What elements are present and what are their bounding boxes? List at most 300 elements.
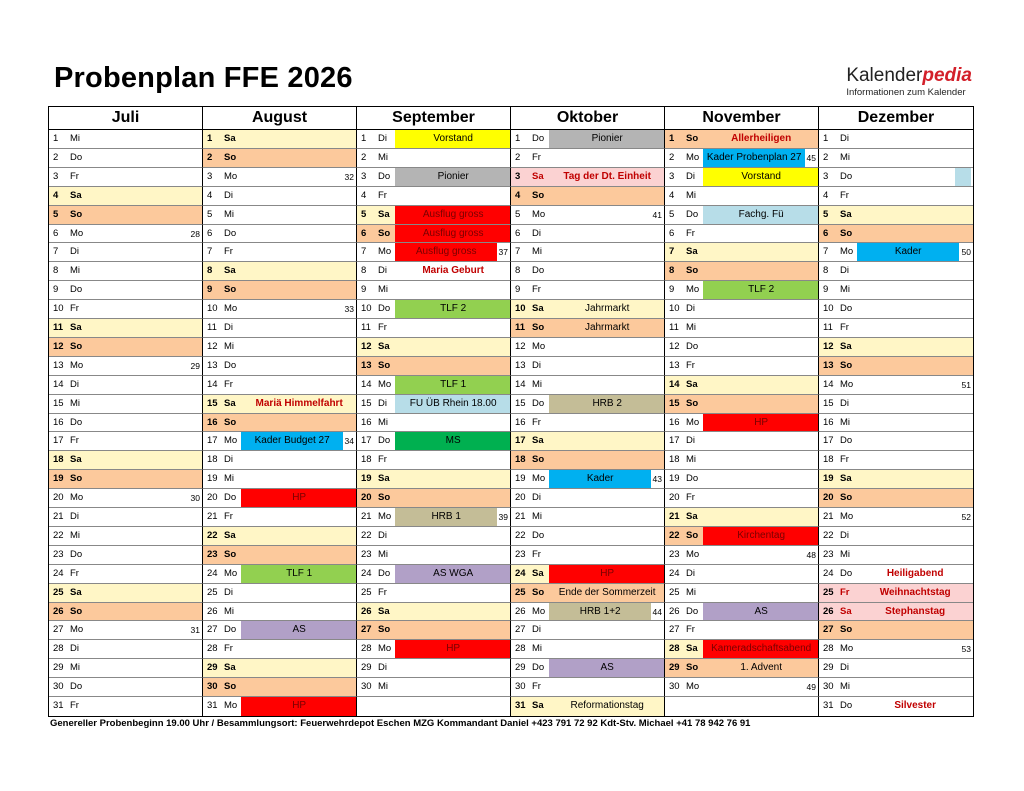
day-cell[interactable]	[819, 697, 973, 716]
weekday-label: Do	[840, 435, 853, 447]
day-cell[interactable]	[49, 621, 203, 640]
month-header-dezember: Dezember	[819, 107, 973, 130]
day-cell[interactable]	[357, 546, 511, 565]
event-label[interactable]: HRB 1+2	[549, 603, 651, 621]
event-label[interactable]: Maria Geburt	[422, 265, 484, 277]
event-label[interactable]: Pionier	[549, 130, 665, 148]
event-label[interactable]: Kameradschaftsabend	[703, 640, 819, 658]
day-number: 26	[669, 605, 680, 617]
day-cell[interactable]	[357, 414, 511, 433]
weekday-label: Di	[840, 662, 849, 674]
day-cell[interactable]	[665, 678, 819, 697]
event-label[interactable]: Vorstand	[703, 168, 819, 186]
weekday-label: Fr	[224, 378, 233, 390]
day-cell[interactable]	[665, 281, 819, 300]
event-label[interactable]: Stephanstag	[885, 605, 946, 617]
event-label[interactable]: Kader	[549, 470, 651, 488]
day-cell[interactable]	[665, 206, 819, 225]
event-label[interactable]: HP	[395, 640, 511, 658]
day-cell[interactable]	[357, 376, 511, 395]
weekday-label: Mi	[224, 340, 235, 352]
day-cell[interactable]	[819, 640, 973, 659]
day-cell[interactable]	[49, 414, 203, 433]
day-cell[interactable]	[357, 489, 511, 508]
day-cell[interactable]	[665, 659, 819, 678]
day-cell[interactable]	[357, 357, 511, 376]
weekday-label: So	[532, 586, 545, 598]
day-cell[interactable]	[819, 338, 973, 357]
day-cell[interactable]	[49, 187, 203, 206]
event-label[interactable]: Kader Budget 27	[241, 432, 343, 450]
day-number: 26	[53, 605, 64, 617]
day-cell[interactable]	[665, 357, 819, 376]
weekday-label: Do	[378, 435, 391, 447]
day-cell[interactable]	[819, 489, 973, 508]
day-cell[interactable]	[357, 300, 511, 319]
event-label[interactable]: Kader	[857, 243, 959, 261]
day-cell[interactable]	[511, 357, 665, 376]
event-label[interactable]: TLF 2	[395, 300, 511, 318]
weekday-label: So	[70, 340, 83, 352]
day-cell[interactable]	[357, 206, 511, 225]
day-cell[interactable]	[665, 300, 819, 319]
weekday-label: Fr	[70, 567, 79, 579]
day-cell[interactable]	[665, 395, 819, 414]
day-number: 21	[207, 511, 218, 523]
day-cell[interactable]	[357, 603, 511, 622]
day-cell[interactable]	[49, 527, 203, 546]
day-cell[interactable]	[819, 678, 973, 697]
day-cell[interactable]	[49, 584, 203, 603]
day-cell[interactable]	[511, 262, 665, 281]
event-label[interactable]: HP	[241, 697, 357, 716]
day-cell[interactable]	[819, 414, 973, 433]
day-number: 29	[53, 662, 64, 674]
day-number: 25	[207, 586, 218, 598]
weekday-label: So	[378, 624, 391, 636]
day-number: 9	[823, 284, 829, 296]
day-cell[interactable]	[203, 678, 357, 697]
day-cell[interactable]	[49, 546, 203, 565]
day-cell[interactable]	[819, 300, 973, 319]
day-cell[interactable]	[49, 357, 203, 376]
event-label[interactable]: AS	[241, 621, 357, 639]
day-cell[interactable]	[819, 206, 973, 225]
day-cell[interactable]	[665, 187, 819, 206]
day-number: 11	[515, 322, 526, 334]
event-label[interactable]: Heiligabend	[886, 567, 944, 579]
event-label[interactable]: FU ÜB Rhein 18.00	[395, 395, 511, 413]
day-cell[interactable]	[203, 432, 357, 451]
day-cell[interactable]	[357, 470, 511, 489]
day-cell[interactable]	[665, 470, 819, 489]
event-label[interactable]: Jahrmarkt	[584, 303, 630, 315]
day-number: 27	[361, 624, 372, 636]
day-cell[interactable]	[511, 300, 665, 319]
day-cell[interactable]	[203, 168, 357, 187]
day-cell[interactable]	[49, 243, 203, 262]
day-number: 2	[207, 151, 213, 163]
day-cell[interactable]	[357, 319, 511, 338]
day-cell[interactable]	[665, 489, 819, 508]
day-cell[interactable]	[511, 621, 665, 640]
event-label[interactable]: Mariä Himmelfahrt	[255, 397, 343, 409]
day-number: 28	[207, 643, 218, 655]
weekday-label: Sa	[532, 435, 544, 447]
day-cell[interactable]	[819, 281, 973, 300]
day-number: 22	[515, 529, 526, 541]
day-cell[interactable]	[357, 395, 511, 414]
day-cell[interactable]	[511, 565, 665, 584]
day-cell[interactable]	[665, 243, 819, 262]
weekday-label: Sa	[70, 454, 82, 466]
day-cell[interactable]	[49, 376, 203, 395]
weekday-label: Do	[70, 681, 83, 693]
day-cell[interactable]	[665, 451, 819, 470]
day-cell[interactable]	[203, 546, 357, 565]
day-cell[interactable]	[511, 206, 665, 225]
event-label[interactable]: HP	[549, 565, 665, 583]
week-number: 44	[652, 606, 662, 617]
day-cell[interactable]	[203, 130, 357, 149]
day-number: 11	[53, 322, 64, 334]
day-cell[interactable]	[49, 659, 203, 678]
day-number: 24	[515, 567, 526, 579]
day-cell[interactable]	[819, 187, 973, 206]
day-cell[interactable]	[357, 432, 511, 451]
weekday-label: So	[224, 548, 237, 560]
day-number: 30	[823, 681, 834, 693]
day-cell[interactable]	[203, 206, 357, 225]
day-cell[interactable]	[665, 319, 819, 338]
day-cell[interactable]	[49, 395, 203, 414]
day-cell[interactable]	[511, 168, 665, 187]
day-number: 5	[515, 208, 521, 220]
day-cell[interactable]	[357, 149, 511, 168]
day-cell[interactable]	[665, 225, 819, 244]
weekday-label: Mo	[840, 246, 854, 258]
event-label[interactable]: Fachg. Fü	[703, 206, 819, 224]
day-cell[interactable]	[49, 489, 203, 508]
day-cell[interactable]	[511, 546, 665, 565]
day-cell[interactable]	[511, 187, 665, 206]
day-cell[interactable]	[819, 395, 973, 414]
day-cell[interactable]	[511, 414, 665, 433]
day-cell[interactable]	[819, 584, 973, 603]
day-cell[interactable]	[203, 319, 357, 338]
event-label[interactable]: HP	[703, 414, 819, 432]
day-cell[interactable]	[49, 432, 203, 451]
day-cell[interactable]	[511, 640, 665, 659]
day-cell[interactable]	[49, 451, 203, 470]
event-label[interactable]	[955, 168, 971, 186]
day-cell[interactable]	[357, 281, 511, 300]
day-cell[interactable]	[511, 338, 665, 357]
day-cell[interactable]	[357, 338, 511, 357]
day-cell[interactable]	[49, 678, 203, 697]
weekday-label: Di	[224, 189, 233, 201]
day-cell[interactable]	[511, 395, 665, 414]
day-cell[interactable]	[511, 527, 665, 546]
day-cell[interactable]	[511, 281, 665, 300]
day-cell[interactable]	[357, 168, 511, 187]
week-number: 52	[961, 512, 971, 523]
day-cell[interactable]	[203, 395, 357, 414]
day-number: 11	[207, 322, 217, 334]
day-number: 23	[823, 548, 834, 560]
day-cell[interactable]	[819, 659, 973, 678]
event-label[interactable]: MS	[395, 432, 511, 450]
day-cell[interactable]	[511, 130, 665, 149]
day-cell[interactable]	[357, 621, 511, 640]
day-cell[interactable]	[665, 338, 819, 357]
event-label[interactable]: 1. Advent	[740, 662, 783, 674]
day-cell[interactable]	[357, 130, 511, 149]
day-cell[interactable]	[203, 262, 357, 281]
weekday-label: Di	[532, 624, 541, 636]
day-cell[interactable]	[49, 206, 203, 225]
day-cell[interactable]	[511, 489, 665, 508]
day-cell[interactable]	[665, 414, 819, 433]
day-cell[interactable]	[203, 527, 357, 546]
day-number: 20	[207, 492, 218, 504]
day-cell[interactable]	[511, 225, 665, 244]
day-cell[interactable]	[203, 357, 357, 376]
day-cell[interactable]	[511, 149, 665, 168]
day-cell[interactable]	[819, 470, 973, 489]
day-cell[interactable]	[203, 508, 357, 527]
day-cell[interactable]	[203, 659, 357, 678]
day-cell[interactable]	[819, 603, 973, 622]
event-label[interactable]: HP	[241, 489, 357, 507]
weekday-label: Mi	[532, 378, 543, 390]
day-cell[interactable]	[819, 130, 973, 149]
day-cell[interactable]	[203, 489, 357, 508]
weekday-label: Mi	[224, 605, 235, 617]
day-cell[interactable]	[203, 243, 357, 262]
event-label[interactable]: Silvester	[894, 700, 937, 712]
day-cell[interactable]	[511, 659, 665, 678]
day-cell[interactable]	[49, 225, 203, 244]
day-cell[interactable]	[357, 225, 511, 244]
day-cell[interactable]	[819, 621, 973, 640]
day-cell[interactable]	[49, 640, 203, 659]
day-cell[interactable]	[665, 130, 819, 149]
day-cell[interactable]	[203, 338, 357, 357]
day-cell[interactable]	[665, 432, 819, 451]
day-cell[interactable]	[203, 565, 357, 584]
day-cell[interactable]	[49, 130, 203, 149]
day-cell[interactable]	[357, 640, 511, 659]
day-number: 6	[823, 227, 829, 239]
day-number: 16	[207, 416, 218, 428]
day-cell[interactable]	[511, 432, 665, 451]
day-cell[interactable]	[49, 565, 203, 584]
weekday-label: Fr	[70, 303, 79, 315]
day-cell[interactable]	[49, 508, 203, 527]
day-number: 17	[515, 435, 526, 447]
event-label[interactable]: Allerheiligen	[731, 133, 792, 144]
day-cell[interactable]	[49, 470, 203, 489]
weekday-label: So	[686, 529, 699, 541]
day-cell[interactable]	[357, 451, 511, 470]
weekday-label: Fr	[840, 586, 850, 598]
day-cell[interactable]	[49, 319, 203, 338]
event-label[interactable]: Ausflug gross	[395, 243, 497, 261]
day-cell[interactable]	[511, 470, 665, 489]
day-cell[interactable]	[357, 565, 511, 584]
day-cell[interactable]	[665, 603, 819, 622]
weekday-label: Mo	[840, 511, 854, 523]
day-cell[interactable]	[511, 508, 665, 527]
day-cell[interactable]	[819, 546, 973, 565]
day-cell[interactable]	[203, 697, 357, 716]
day-cell[interactable]	[665, 565, 819, 584]
brand-logo[interactable]	[846, 66, 972, 98]
event-label[interactable]: Ausflug gross	[395, 206, 511, 224]
event-label[interactable]: AS	[703, 603, 819, 621]
day-cell[interactable]	[665, 584, 819, 603]
day-cell[interactable]	[49, 281, 203, 300]
event-label[interactable]: Tag der Dt. Einheit	[563, 170, 651, 182]
day-number: 24	[207, 567, 218, 579]
day-number: 27	[823, 624, 834, 636]
day-cell[interactable]	[665, 640, 819, 659]
day-cell[interactable]	[511, 376, 665, 395]
day-number: 13	[207, 359, 218, 371]
event-label[interactable]: Jahrmarkt	[584, 322, 630, 334]
day-number: 11	[823, 322, 833, 334]
day-cell[interactable]	[49, 168, 203, 187]
day-cell[interactable]	[357, 659, 511, 678]
event-label[interactable]: Kirchentag	[703, 527, 819, 545]
day-cell[interactable]	[665, 149, 819, 168]
day-cell[interactable]	[665, 527, 819, 546]
day-cell[interactable]	[665, 376, 819, 395]
day-cell[interactable]	[819, 168, 973, 187]
day-cell[interactable]	[203, 149, 357, 168]
day-cell[interactable]	[203, 470, 357, 489]
weekday-label: Mo	[686, 284, 700, 296]
day-number: 26	[823, 605, 834, 617]
day-cell[interactable]	[357, 262, 511, 281]
day-cell[interactable]	[819, 225, 973, 244]
weekday-label: Sa	[70, 189, 82, 201]
event-label[interactable]: AS WGA	[395, 565, 511, 583]
day-cell[interactable]	[203, 187, 357, 206]
event-label[interactable]: AS	[549, 659, 665, 677]
day-cell[interactable]	[819, 262, 973, 281]
weekday-label: Di	[378, 397, 387, 409]
week-number: 53	[961, 644, 971, 655]
event-label[interactable]: TLF 1	[395, 376, 511, 394]
day-number: 30	[361, 681, 372, 693]
day-cell[interactable]	[819, 508, 973, 527]
weekday-label: Do	[532, 133, 545, 144]
day-number: 21	[53, 511, 64, 523]
event-label[interactable]: TLF 1	[241, 565, 357, 583]
day-cell[interactable]	[819, 432, 973, 451]
day-number: 15	[207, 397, 218, 409]
day-cell[interactable]	[49, 697, 203, 716]
day-cell[interactable]	[203, 584, 357, 603]
event-label[interactable]: Vorstand	[395, 130, 511, 148]
day-cell[interactable]	[665, 546, 819, 565]
day-cell[interactable]	[357, 527, 511, 546]
day-cell[interactable]	[49, 262, 203, 281]
day-cell[interactable]	[511, 319, 665, 338]
day-cell[interactable]	[665, 168, 819, 187]
day-cell[interactable]	[511, 243, 665, 262]
day-cell[interactable]	[203, 640, 357, 659]
event-label[interactable]: Pionier	[395, 168, 511, 186]
day-cell[interactable]	[49, 300, 203, 319]
day-cell[interactable]	[49, 603, 203, 622]
day-cell[interactable]	[49, 149, 203, 168]
day-cell[interactable]	[203, 300, 357, 319]
weekday-label: Fr	[532, 548, 541, 560]
event-label[interactable]: Reformationstag	[570, 700, 644, 712]
day-cell[interactable]	[511, 678, 665, 697]
day-number: 15	[53, 397, 64, 409]
day-cell[interactable]	[203, 281, 357, 300]
week-number: 49	[806, 682, 816, 693]
day-cell[interactable]	[357, 584, 511, 603]
event-label[interactable]: Ende der Sommerzeit	[558, 586, 656, 598]
day-cell[interactable]	[819, 149, 973, 168]
event-label[interactable]: Ausflug gross	[395, 225, 511, 243]
day-cell[interactable]	[819, 527, 973, 546]
day-cell[interactable]	[819, 376, 973, 395]
day-cell[interactable]	[203, 225, 357, 244]
day-cell[interactable]	[511, 451, 665, 470]
day-number: 24	[669, 567, 680, 579]
event-label[interactable]: Kader Probenplan 27	[703, 149, 805, 167]
day-cell[interactable]	[819, 357, 973, 376]
event-label[interactable]: HRB 2	[549, 395, 665, 413]
day-cell[interactable]	[511, 584, 665, 603]
day-cell[interactable]	[203, 414, 357, 433]
weekday-label: Mi	[840, 416, 851, 428]
day-cell[interactable]	[665, 262, 819, 281]
event-label[interactable]: Weihnachtstag	[879, 586, 951, 598]
day-cell[interactable]	[357, 508, 511, 527]
weekday-label: Do	[224, 359, 237, 371]
event-label[interactable]: HRB 1	[395, 508, 497, 526]
day-cell[interactable]	[665, 508, 819, 527]
day-cell[interactable]	[203, 603, 357, 622]
weekday-label: Sa	[840, 208, 852, 220]
day-cell[interactable]	[357, 678, 511, 697]
day-cell[interactable]	[819, 319, 973, 338]
day-cell[interactable]	[203, 376, 357, 395]
day-cell[interactable]	[203, 451, 357, 470]
day-cell[interactable]	[665, 621, 819, 640]
day-cell[interactable]	[511, 603, 665, 622]
day-cell[interactable]	[203, 621, 357, 640]
day-cell[interactable]	[819, 451, 973, 470]
day-cell[interactable]	[819, 243, 973, 262]
day-cell[interactable]	[357, 187, 511, 206]
weekday-label: Mi	[378, 151, 389, 163]
day-cell[interactable]	[819, 565, 973, 584]
day-number: 14	[361, 378, 372, 390]
event-label[interactable]: TLF 2	[703, 281, 819, 299]
day-cell[interactable]	[49, 338, 203, 357]
day-cell[interactable]	[357, 243, 511, 262]
day-number: 31	[823, 700, 834, 712]
day-cell[interactable]	[511, 697, 665, 716]
